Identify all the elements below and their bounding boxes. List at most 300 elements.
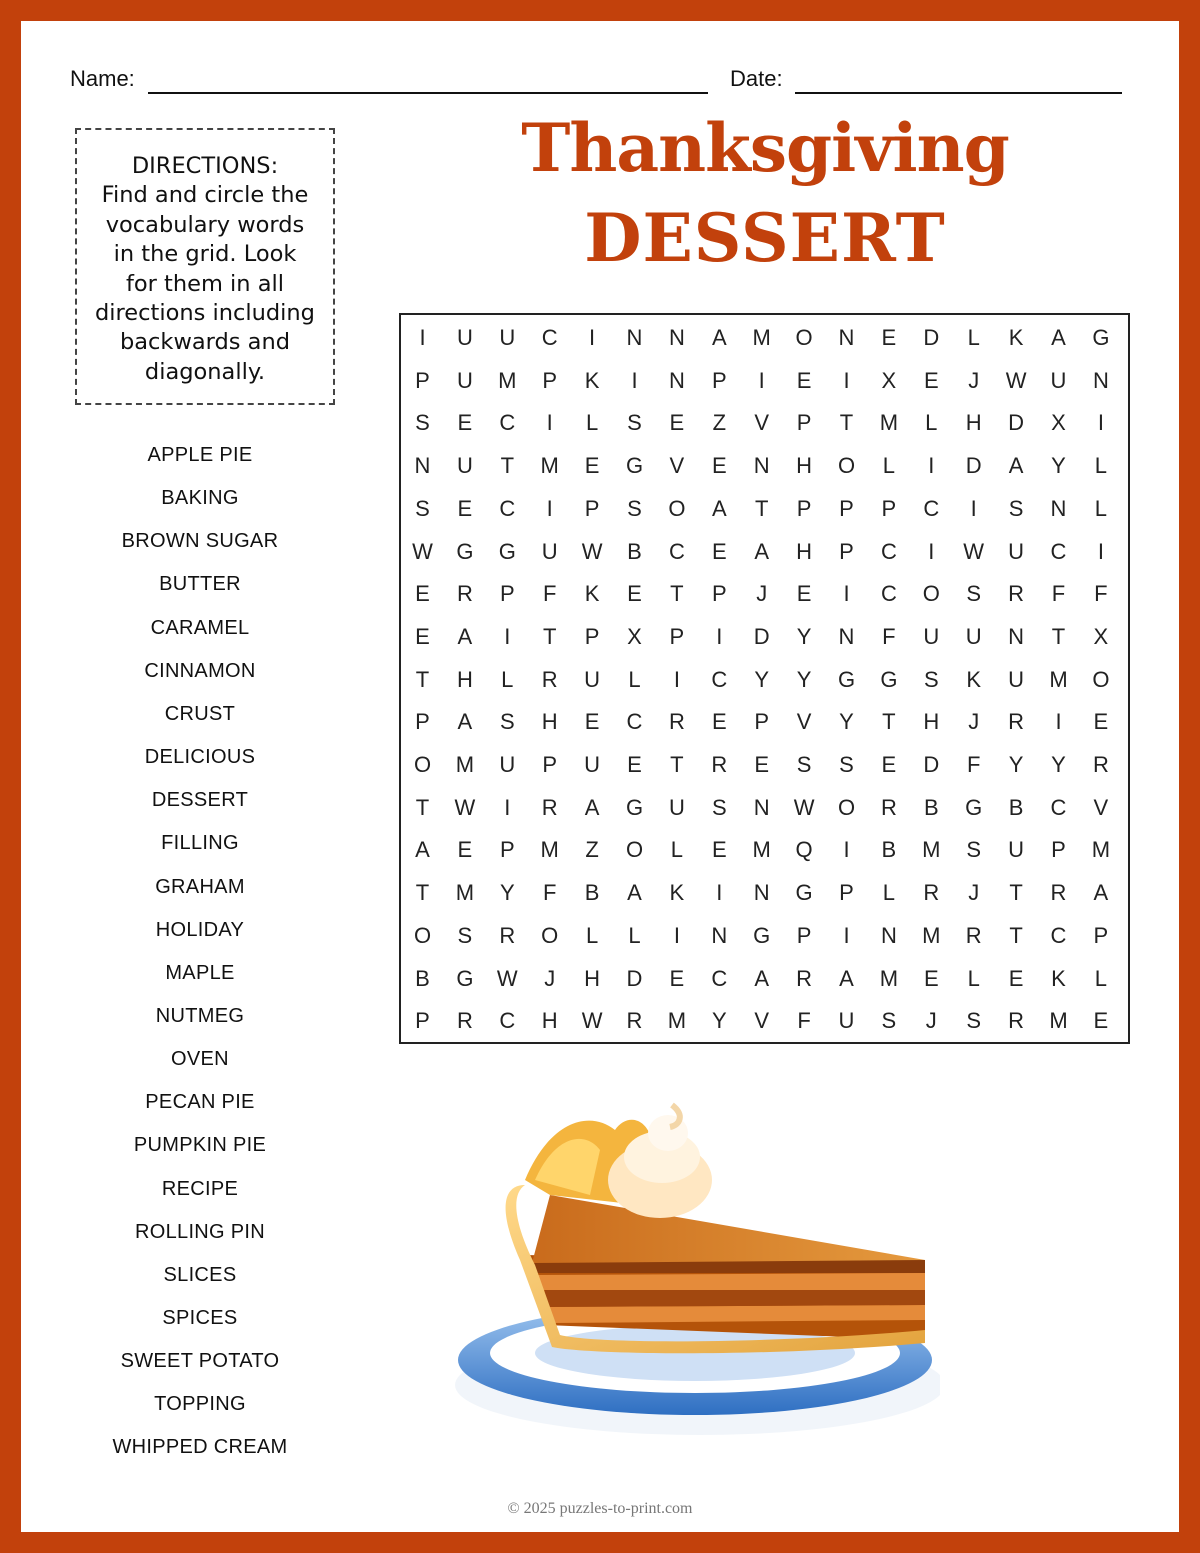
title-line-1: Thanksgiving bbox=[521, 109, 1009, 187]
grid-letter[interactable]: I bbox=[504, 794, 511, 820]
grid-letter[interactable]: B bbox=[923, 794, 939, 820]
grid-letter[interactable]: R bbox=[1008, 709, 1025, 735]
directions-box bbox=[75, 128, 335, 405]
grid-letter[interactable]: A bbox=[754, 538, 770, 564]
grid-letter[interactable]: J bbox=[968, 709, 980, 735]
grid-letter[interactable]: H bbox=[541, 709, 558, 735]
grid-letter[interactable]: R bbox=[456, 1008, 473, 1034]
grid-letter[interactable]: R bbox=[1008, 1008, 1025, 1034]
grid-letter[interactable]: X bbox=[881, 367, 897, 393]
grid-letter[interactable]: U bbox=[838, 1008, 855, 1034]
grid-letter[interactable]: E bbox=[923, 367, 939, 393]
grid-letter[interactable]: H bbox=[456, 666, 473, 692]
grid-letter[interactable]: K bbox=[1051, 965, 1066, 991]
grid-letter[interactable]: V bbox=[754, 410, 770, 436]
grid-letter[interactable]: P bbox=[584, 623, 600, 649]
grid-letter[interactable]: S bbox=[966, 837, 982, 863]
grid-letter[interactable]: P bbox=[415, 1008, 430, 1034]
grid-letter[interactable]: P bbox=[1051, 837, 1066, 863]
grid-letter[interactable]: Y bbox=[839, 709, 854, 735]
grid-letter[interactable]: E bbox=[711, 538, 727, 564]
grid-letter[interactable]: M bbox=[455, 752, 475, 777]
grid-letter[interactable]: K bbox=[584, 367, 600, 393]
grid-letter[interactable]: T bbox=[670, 752, 684, 777]
grid-letter[interactable]: X bbox=[1093, 623, 1109, 649]
grid-letter[interactable]: S bbox=[1008, 495, 1024, 521]
grid-letter[interactable]: G bbox=[795, 880, 813, 906]
grid-letter[interactable]: S bbox=[923, 666, 939, 692]
grid-letter[interactable]: C bbox=[499, 1008, 516, 1034]
grid-letter[interactable]: E bbox=[881, 752, 897, 777]
grid-letter[interactable]: O bbox=[837, 794, 856, 820]
date-label: Date: bbox=[730, 66, 783, 91]
grid-letter[interactable]: P bbox=[711, 367, 727, 393]
grid-letter[interactable]: B bbox=[881, 837, 897, 863]
grid-letter[interactable]: C bbox=[1050, 794, 1067, 820]
grid-letter[interactable]: E bbox=[796, 581, 812, 607]
grid-letter[interactable]: V bbox=[796, 709, 812, 735]
grid-letter[interactable]: K bbox=[584, 581, 600, 607]
grid-letter[interactable]: D bbox=[965, 453, 982, 479]
grid-letter[interactable]: N bbox=[668, 367, 685, 393]
grid-letter[interactable]: H bbox=[541, 1008, 558, 1034]
grid-letter[interactable]: Y bbox=[1051, 752, 1066, 777]
grid-letter[interactable]: K bbox=[966, 666, 982, 692]
grid-letter[interactable]: H bbox=[584, 965, 601, 991]
grid-letter[interactable]: S bbox=[711, 794, 727, 820]
grid-letter[interactable]: P bbox=[499, 581, 515, 607]
grid-letter[interactable]: G bbox=[456, 965, 474, 991]
grid-letter[interactable]: M bbox=[1091, 837, 1111, 863]
grid-letter[interactable]: R bbox=[1008, 581, 1025, 607]
word-list-item: PECAN PIE bbox=[145, 1091, 255, 1114]
grid-letter[interactable]: Y bbox=[711, 1008, 727, 1034]
grid-letter[interactable]: D bbox=[923, 325, 940, 350]
grid-letter[interactable]: C bbox=[711, 666, 728, 692]
grid-letter[interactable]: T bbox=[415, 794, 430, 820]
grid-letter[interactable]: P bbox=[754, 709, 770, 735]
grid-letter[interactable]: E bbox=[711, 453, 727, 479]
grid-letter[interactable]: Y bbox=[1008, 752, 1024, 777]
grid-letter[interactable]: U bbox=[584, 666, 601, 692]
grid-letter[interactable]: H bbox=[923, 709, 940, 735]
grid-letter[interactable]: T bbox=[670, 581, 684, 607]
grid-letter[interactable]: I bbox=[546, 495, 553, 521]
grid-letter[interactable]: J bbox=[544, 965, 556, 991]
grid-letter[interactable]: I bbox=[631, 367, 638, 393]
grid-letter[interactable]: I bbox=[843, 581, 850, 607]
grid-letter[interactable]: M bbox=[922, 837, 941, 863]
grid-letter[interactable]: A bbox=[711, 495, 727, 521]
grid-letter[interactable]: L bbox=[1094, 965, 1108, 991]
grid-letter[interactable]: V bbox=[1093, 794, 1109, 820]
grid-letter[interactable]: G bbox=[965, 794, 983, 820]
grid-letter[interactable]: I bbox=[1097, 410, 1104, 436]
copyright-footer: © 2025 puzzles-to-print.com bbox=[507, 1500, 693, 1517]
grid-letter[interactable]: T bbox=[1009, 922, 1023, 948]
grid-letter[interactable]: T bbox=[839, 410, 854, 436]
grid-letter[interactable]: E bbox=[669, 410, 685, 436]
grid-letter[interactable]: J bbox=[925, 1008, 937, 1034]
grid-letter[interactable]: S bbox=[839, 752, 854, 777]
grid-letter[interactable]: E bbox=[1093, 709, 1109, 735]
grid-letter[interactable]: G bbox=[880, 666, 898, 692]
grid-letter[interactable]: L bbox=[1094, 495, 1108, 521]
grid-letter[interactable]: C bbox=[668, 538, 685, 564]
grid-letter[interactable]: U bbox=[499, 752, 516, 777]
grid-letter[interactable]: R bbox=[626, 1008, 643, 1034]
grid-letter[interactable]: J bbox=[968, 880, 980, 906]
grid-letter[interactable]: U bbox=[541, 538, 558, 564]
grid-letter[interactable]: Z bbox=[585, 837, 599, 863]
grid-letter[interactable]: C bbox=[626, 709, 643, 735]
grid-letter[interactable]: F bbox=[1094, 581, 1108, 607]
date-field-line[interactable] bbox=[795, 92, 1122, 94]
grid-letter[interactable]: I bbox=[673, 922, 680, 948]
grid-letter[interactable]: O bbox=[413, 922, 432, 948]
grid-letter[interactable]: O bbox=[668, 495, 686, 521]
grid-letter[interactable]: F bbox=[542, 880, 557, 906]
grid-letter[interactable]: T bbox=[754, 495, 769, 521]
name-field-line[interactable] bbox=[148, 92, 708, 94]
grid-letter[interactable]: S bbox=[415, 410, 430, 436]
grid-letter[interactable]: D bbox=[626, 965, 643, 991]
grid-letter[interactable]: N bbox=[668, 325, 685, 350]
grid-letter[interactable]: S bbox=[966, 581, 982, 607]
grid-letter[interactable]: T bbox=[415, 666, 430, 692]
grid-letter[interactable]: L bbox=[1094, 453, 1108, 479]
grid-letter[interactable]: D bbox=[923, 752, 940, 777]
grid-letter[interactable]: G bbox=[753, 922, 771, 948]
grid-letter[interactable]: U bbox=[456, 367, 473, 393]
grid-letter[interactable]: E bbox=[754, 752, 770, 777]
grid-letter[interactable]: P bbox=[542, 367, 558, 393]
grid-letter[interactable]: L bbox=[967, 965, 980, 991]
grid-letter[interactable]: S bbox=[457, 922, 473, 948]
grid-letter[interactable]: W bbox=[496, 965, 518, 991]
grid-letter[interactable]: I bbox=[1055, 709, 1062, 735]
grid-letter[interactable]: G bbox=[837, 666, 856, 692]
grid-letter[interactable]: I bbox=[843, 837, 850, 863]
grid-letter[interactable]: N bbox=[414, 453, 431, 479]
directions-line: diagonally. bbox=[144, 358, 266, 385]
grid-letter[interactable]: F bbox=[966, 752, 981, 777]
word-list-item: SWEET POTATO bbox=[120, 1350, 280, 1373]
grid-letter[interactable]: L bbox=[882, 453, 896, 479]
grid-letter[interactable]: P bbox=[499, 837, 515, 863]
grid-letter[interactable]: E bbox=[923, 965, 939, 991]
grid-letter[interactable]: U bbox=[668, 794, 685, 820]
grid-letter[interactable]: L bbox=[628, 666, 641, 692]
grid-letter[interactable]: I bbox=[970, 495, 977, 521]
grid-letter[interactable]: P bbox=[796, 410, 812, 436]
grid-letter[interactable]: E bbox=[457, 495, 473, 521]
grid-letter[interactable]: W bbox=[454, 794, 476, 820]
grid-letter[interactable]: N bbox=[880, 922, 897, 948]
grid-letter[interactable]: E bbox=[711, 837, 727, 863]
grid-letter[interactable]: Y bbox=[796, 623, 812, 649]
grid-letter[interactable]: A bbox=[1051, 325, 1066, 350]
grid-letter[interactable]: U bbox=[1008, 837, 1025, 863]
grid-letter[interactable]: N bbox=[1050, 495, 1067, 521]
grid-letter[interactable]: E bbox=[669, 965, 685, 991]
grid-letter[interactable]: G bbox=[498, 538, 516, 564]
grid-letter[interactable]: N bbox=[753, 453, 770, 479]
grid-letter[interactable]: G bbox=[625, 794, 644, 820]
grid-letter[interactable]: F bbox=[542, 581, 557, 607]
grid-letter[interactable]: B bbox=[415, 965, 430, 991]
grid-letter[interactable]: U bbox=[456, 325, 473, 350]
grid-letter[interactable]: U bbox=[499, 325, 516, 350]
grid-letter[interactable]: S bbox=[966, 1008, 982, 1034]
grid-letter[interactable]: R bbox=[541, 666, 558, 692]
grid-letter[interactable]: C bbox=[499, 410, 516, 436]
grid-letter[interactable]: R bbox=[965, 922, 982, 948]
grid-letter[interactable]: A bbox=[584, 794, 600, 820]
grid-letter[interactable]: O bbox=[837, 453, 856, 479]
grid-letter[interactable]: I bbox=[673, 666, 680, 692]
grid-letter[interactable]: P bbox=[881, 495, 897, 521]
grid-letter[interactable]: U bbox=[584, 752, 601, 777]
grid-letter[interactable]: S bbox=[881, 1008, 897, 1034]
grid-letter[interactable]: A bbox=[1008, 453, 1024, 479]
grid-letter[interactable]: E bbox=[584, 453, 600, 479]
grid-letter[interactable]: W bbox=[1005, 367, 1027, 393]
grid-letter[interactable]: E bbox=[415, 581, 430, 607]
grid-letter[interactable]: T bbox=[1009, 880, 1023, 906]
grid-letter[interactable]: E bbox=[1008, 965, 1024, 991]
grid-letter[interactable]: K bbox=[1008, 325, 1024, 350]
grid-letter[interactable]: T bbox=[500, 453, 515, 479]
grid-letter[interactable]: N bbox=[753, 880, 770, 906]
grid-letter[interactable]: C bbox=[923, 495, 940, 521]
grid-letter[interactable]: R bbox=[796, 965, 813, 991]
grid-letter[interactable]: M bbox=[752, 325, 771, 350]
grid-letter[interactable]: P bbox=[839, 880, 854, 906]
grid-letter[interactable]: I bbox=[1097, 538, 1104, 564]
grid-letter[interactable]: R bbox=[711, 752, 728, 777]
grid-letter[interactable]: L bbox=[967, 325, 980, 350]
grid-letter[interactable]: O bbox=[1092, 666, 1110, 692]
grid-letter[interactable]: R bbox=[668, 709, 685, 735]
grid-letter[interactable]: I bbox=[716, 623, 723, 649]
grid-letter[interactable]: I bbox=[419, 325, 426, 350]
grid-letter[interactable]: P bbox=[1093, 922, 1109, 948]
grid-letter[interactable]: R bbox=[880, 794, 897, 820]
grid-letter[interactable]: P bbox=[542, 752, 558, 777]
grid-letter[interactable]: V bbox=[754, 1008, 770, 1034]
grid-letter[interactable]: Z bbox=[712, 410, 727, 436]
grid-letter[interactable]: A bbox=[839, 965, 854, 991]
grid-letter[interactable]: I bbox=[716, 880, 723, 906]
grid-letter[interactable]: I bbox=[546, 410, 553, 436]
grid-letter[interactable]: E bbox=[627, 752, 642, 777]
grid-letter[interactable]: R bbox=[456, 581, 473, 607]
grid-letter[interactable]: M bbox=[1049, 1008, 1068, 1034]
grid-letter[interactable]: L bbox=[882, 880, 896, 906]
grid-letter[interactable]: U bbox=[456, 453, 473, 479]
grid-letter[interactable]: E bbox=[457, 837, 473, 863]
grid-letter[interactable]: M bbox=[922, 922, 941, 948]
grid-letter[interactable]: Q bbox=[795, 837, 813, 863]
grid-letter[interactable]: T bbox=[542, 623, 557, 649]
grid-letter[interactable]: O bbox=[625, 837, 644, 863]
grid-letter[interactable]: S bbox=[796, 752, 812, 777]
grid-letter[interactable]: W bbox=[793, 794, 815, 820]
grid-letter[interactable]: V bbox=[669, 453, 685, 479]
grid-letter[interactable]: N bbox=[1092, 367, 1109, 393]
name-label: Name: bbox=[70, 66, 135, 91]
grid-letter[interactable]: W bbox=[581, 1008, 603, 1034]
grid-letter[interactable]: F bbox=[1051, 581, 1066, 607]
grid-letter[interactable]: W bbox=[581, 538, 603, 564]
grid-letter[interactable]: M bbox=[540, 837, 559, 863]
grid-letter[interactable]: M bbox=[455, 880, 475, 906]
grid-letter[interactable]: I bbox=[928, 453, 935, 479]
grid-letter[interactable]: G bbox=[1092, 325, 1110, 350]
grid-letter[interactable]: E bbox=[796, 367, 812, 393]
grid-letter[interactable]: K bbox=[669, 880, 685, 906]
grid-letter[interactable]: M bbox=[752, 837, 771, 863]
grid-letter[interactable]: W bbox=[412, 538, 433, 564]
grid-letter[interactable]: D bbox=[753, 623, 770, 649]
grid-letter[interactable]: T bbox=[1051, 623, 1066, 649]
grid-letter[interactable]: O bbox=[795, 325, 813, 350]
grid-letter[interactable]: Y bbox=[754, 666, 770, 692]
grid-letter[interactable]: S bbox=[499, 709, 515, 735]
grid-letter[interactable]: F bbox=[797, 1008, 811, 1034]
grid-letter[interactable]: L bbox=[501, 666, 514, 692]
grid-letter[interactable]: C bbox=[541, 325, 558, 350]
grid-letter[interactable]: J bbox=[968, 367, 980, 393]
grid-letter[interactable]: R bbox=[923, 880, 940, 906]
grid-letter[interactable]: G bbox=[456, 538, 474, 564]
grid-letter[interactable]: I bbox=[758, 367, 765, 393]
grid-letter[interactable]: T bbox=[882, 709, 896, 735]
grid-letter[interactable]: L bbox=[670, 837, 684, 863]
grid-letter[interactable]: O bbox=[413, 752, 432, 777]
grid-letter[interactable]: I bbox=[843, 922, 850, 948]
grid-letter[interactable]: I bbox=[843, 367, 850, 393]
grid-letter[interactable]: F bbox=[882, 623, 896, 649]
grid-letter[interactable]: I bbox=[504, 623, 511, 649]
grid-letter[interactable]: N bbox=[711, 922, 728, 948]
grid-letter[interactable]: X bbox=[627, 623, 642, 649]
grid-letter[interactable]: N bbox=[753, 794, 770, 820]
grid-letter[interactable]: R bbox=[1050, 880, 1067, 906]
grid-letter[interactable]: O bbox=[541, 922, 559, 948]
grid-letter[interactable]: H bbox=[965, 410, 982, 436]
grid-letter[interactable]: D bbox=[1008, 410, 1025, 436]
grid-letter[interactable]: Y bbox=[796, 666, 812, 692]
grid-letter[interactable]: M bbox=[540, 453, 559, 479]
grid-letter[interactable]: R bbox=[499, 922, 516, 948]
grid-letter[interactable]: Y bbox=[1051, 453, 1066, 479]
grid-letter[interactable]: X bbox=[1051, 410, 1066, 436]
grid-letter[interactable]: G bbox=[625, 453, 644, 479]
grid-letter[interactable]: P bbox=[415, 709, 430, 735]
grid-letter[interactable]: H bbox=[796, 453, 813, 479]
grid-letter[interactable]: E bbox=[881, 325, 897, 350]
grid-letter[interactable]: S bbox=[627, 410, 642, 436]
grid-letter[interactable]: A bbox=[415, 837, 430, 863]
grid-letter[interactable]: P bbox=[839, 538, 854, 564]
grid-letter[interactable]: I bbox=[928, 538, 935, 564]
grid-letter[interactable]: E bbox=[627, 581, 642, 607]
grid-letter[interactable]: L bbox=[925, 410, 938, 436]
grid-letter[interactable]: N bbox=[626, 325, 643, 350]
grid-letter[interactable]: C bbox=[499, 495, 516, 521]
grid-letter[interactable]: M bbox=[879, 410, 899, 436]
grid-letter[interactable]: U bbox=[1008, 538, 1025, 564]
grid-letter[interactable]: E bbox=[415, 623, 430, 649]
grid-letter[interactable]: U bbox=[1050, 367, 1067, 393]
grid-letter[interactable]: C bbox=[880, 538, 897, 564]
grid-letter[interactable]: R bbox=[541, 794, 558, 820]
grid-letter[interactable]: P bbox=[796, 495, 812, 521]
grid-letter[interactable]: T bbox=[415, 880, 430, 906]
grid-letter[interactable]: R bbox=[1092, 752, 1109, 777]
grid-letter[interactable]: Y bbox=[499, 880, 515, 906]
grid-letter[interactable]: E bbox=[711, 709, 727, 735]
grid-letter[interactable]: M bbox=[667, 1008, 687, 1034]
grid-letter[interactable]: E bbox=[457, 410, 473, 436]
grid-letter[interactable]: M bbox=[879, 965, 899, 991]
grid-letter[interactable]: P bbox=[711, 581, 727, 607]
grid-letter[interactable]: M bbox=[1049, 666, 1068, 692]
grid-letter[interactable]: P bbox=[839, 495, 854, 521]
grid-letter[interactable]: L bbox=[628, 922, 641, 948]
grid-letter[interactable]: A bbox=[627, 880, 642, 906]
grid-letter[interactable]: U bbox=[965, 623, 982, 649]
grid-letter[interactable]: A bbox=[754, 965, 770, 991]
grid-letter[interactable]: A bbox=[457, 623, 473, 649]
grid-letter[interactable]: E bbox=[1093, 1008, 1109, 1034]
grid-letter[interactable]: P bbox=[796, 922, 812, 948]
grid-letter[interactable]: N bbox=[838, 325, 855, 350]
grid-letter[interactable]: J bbox=[756, 581, 768, 607]
grid-letter[interactable]: S bbox=[415, 495, 430, 521]
grid-letter[interactable]: B bbox=[584, 880, 600, 906]
grid-letter[interactable]: C bbox=[1050, 538, 1067, 564]
grid-letter[interactable]: P bbox=[669, 623, 685, 649]
grid-letter[interactable]: O bbox=[922, 581, 940, 607]
grid-letter[interactable]: C bbox=[1050, 922, 1067, 948]
grid-letter[interactable]: M bbox=[498, 367, 517, 393]
grid-letter[interactable]: P bbox=[415, 367, 430, 393]
grid-letter[interactable]: A bbox=[1093, 880, 1109, 906]
grid-letter[interactable]: E bbox=[584, 709, 600, 735]
grid-letter[interactable]: L bbox=[585, 410, 599, 436]
grid-letter[interactable]: B bbox=[627, 538, 642, 564]
grid-letter[interactable]: S bbox=[627, 495, 642, 521]
grid-letter[interactable]: I bbox=[589, 325, 596, 350]
grid-letter[interactable]: N bbox=[838, 623, 855, 649]
grid-letter[interactable]: A bbox=[711, 325, 727, 350]
grid-letter[interactable]: L bbox=[585, 922, 599, 948]
grid-letter[interactable]: W bbox=[963, 538, 985, 564]
grid-letter[interactable]: A bbox=[457, 709, 473, 735]
grid-letter[interactable]: H bbox=[796, 538, 813, 564]
grid-letter[interactable]: C bbox=[711, 965, 728, 991]
grid-letter[interactable]: C bbox=[880, 581, 897, 607]
grid-letter[interactable]: U bbox=[1008, 666, 1025, 692]
word-search-grid bbox=[399, 313, 1130, 1044]
grid-letter[interactable]: B bbox=[1008, 794, 1024, 820]
grid-letter[interactable]: U bbox=[923, 623, 940, 649]
grid-letter[interactable]: N bbox=[1008, 623, 1025, 649]
grid-letter[interactable]: P bbox=[584, 495, 600, 521]
